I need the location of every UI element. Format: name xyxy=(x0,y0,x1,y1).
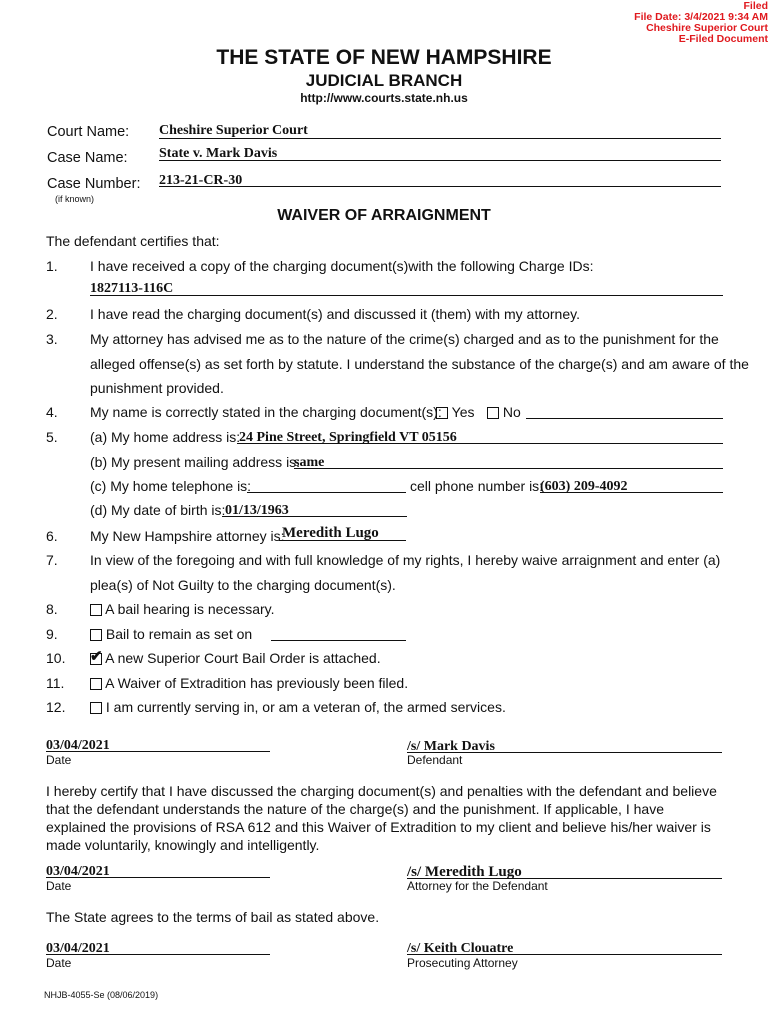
item-text: I have read the charging document(s) and discussed it (them) with my attorney. xyxy=(90,306,580,322)
mailing-address-field[interactable] xyxy=(294,453,723,469)
extradition-checkbox[interactable] xyxy=(90,678,102,690)
item-number: 5. xyxy=(46,429,58,445)
stamp-filed: Filed xyxy=(743,0,768,12)
yes-checkbox[interactable] xyxy=(436,407,448,419)
no-option[interactable] xyxy=(487,404,521,420)
item-text: A new Superior Court Bail Order is attached. xyxy=(105,650,381,666)
date-label: Date xyxy=(46,879,72,893)
item-number: 2. xyxy=(46,306,58,322)
prosecutor-date-field[interactable] xyxy=(46,939,270,955)
item-number: 6. xyxy=(46,528,58,544)
state-agrees-text: The State agrees to the terms of bail as stated above. xyxy=(46,909,380,925)
stamp-court: Cheshire Superior Court xyxy=(646,22,768,34)
item-number: 8. xyxy=(46,601,58,617)
name-correction-field[interactable] xyxy=(526,404,723,419)
item-number: 10. xyxy=(46,650,66,666)
page-title: THE STATE OF NEW HAMPSHIRE xyxy=(216,46,552,69)
defendant-signature-field[interactable] xyxy=(407,737,722,753)
item-text: (d) My date of birth is: xyxy=(90,502,226,518)
charge-ids-value: 1827113-116C xyxy=(90,281,174,296)
item-text: My name is correctly stated in the charging document(s): xyxy=(90,404,442,420)
attorney-signature-field[interactable] xyxy=(407,863,722,879)
extradition-option[interactable] xyxy=(90,675,408,691)
dob-value: 01/13/1963 xyxy=(225,503,289,518)
item-text: (a) My home address is: xyxy=(90,429,241,445)
item-text: plea(s) of Not Guilty to the charging document(s). xyxy=(90,577,396,593)
item-text: I have received a copy of the charging document(s)with the following Charge IDs: xyxy=(90,258,594,274)
bail-hearing-option[interactable] xyxy=(90,601,275,617)
case-number-field[interactable] xyxy=(159,171,721,187)
item-number: 7. xyxy=(46,552,58,568)
bail-remain-checkbox[interactable] xyxy=(90,629,102,641)
bail-date-field[interactable] xyxy=(271,626,406,641)
court-name-field[interactable] xyxy=(159,121,721,139)
home-phone-field[interactable] xyxy=(247,477,406,493)
item-text: punishment provided. xyxy=(90,380,224,396)
attorney-signature-value: /s/ Meredith Lugo xyxy=(407,864,522,880)
armed-services-option[interactable] xyxy=(90,699,506,715)
prosecutor-label: Prosecuting Attorney xyxy=(407,956,518,970)
cell-phone-field[interactable] xyxy=(540,477,723,493)
attorney-date-field[interactable] xyxy=(46,862,270,878)
attorney-label: Attorney for the Defendant xyxy=(407,879,548,893)
item-number: 4. xyxy=(46,404,58,420)
defendant-label: Defendant xyxy=(407,753,463,767)
bail-order-checkbox[interactable] xyxy=(90,648,103,665)
case-name-label: Case Name: xyxy=(47,150,128,166)
item-text: (c) My home telephone is: xyxy=(90,478,252,494)
defendant-date-value: 03/04/2021 xyxy=(46,738,110,753)
filed-stamp xyxy=(634,1,768,45)
attorney-value: Meredith Lugo xyxy=(282,525,379,541)
no-label: No xyxy=(502,404,521,420)
case-name-value: State v. Mark Davis xyxy=(159,146,278,161)
charge-ids-field[interactable] xyxy=(90,279,723,296)
stamp-efiled: E-Filed Document xyxy=(678,33,768,45)
item-text: A bail hearing is necessary. xyxy=(105,601,275,617)
form-title: WAIVER OF ARRAIGNMENT xyxy=(277,207,491,224)
item-number: 9. xyxy=(46,626,58,642)
case-name-field[interactable] xyxy=(159,144,721,161)
attorney-date-value: 03/04/2021 xyxy=(46,864,110,879)
item-number: 12. xyxy=(46,699,66,715)
intro-text: The defendant certifies that: xyxy=(46,233,220,249)
armed-services-checkbox[interactable] xyxy=(90,702,102,714)
if-known-note: (if known) xyxy=(55,194,95,204)
item-text: My attorney has advised me as to the nature of the crime(s) charged and as to the punishment for the xyxy=(90,331,719,347)
bail-remain-option[interactable] xyxy=(90,626,252,642)
bail-hearing-checkbox[interactable] xyxy=(90,604,102,616)
no-checkbox[interactable] xyxy=(487,407,499,419)
court-name-value: Cheshire Superior Court xyxy=(159,123,308,138)
item-number: 11. xyxy=(46,675,65,691)
item-text: Bail to remain as set on xyxy=(105,626,253,642)
defendant-date-field[interactable] xyxy=(46,736,270,752)
attorney-certification: I hereby certify that I have discussed the charging document(s) and penalties with the defendant and believe that the defendant understands the nature of the charge(s) and the punishment. If applicable, I have explained the provisions of RSA 612 and this Waiver of Extradition to my client and believe his/her waiver is made voluntarily, knowingly and intelligently. xyxy=(46,783,717,853)
prosecutor-signature-value: /s/ Keith Clouatre xyxy=(407,941,514,956)
prosecutor-signature-field[interactable] xyxy=(407,939,722,955)
cell-phone-value: (603) 209-4092 xyxy=(540,479,628,494)
home-address-field[interactable] xyxy=(237,428,723,444)
item-number: 1. xyxy=(46,258,58,274)
home-address-value: 24 Pine Street, Springfield VT 05156 xyxy=(239,430,457,445)
case-number-label: Case Number: xyxy=(47,176,141,192)
item-text: alleged offense(s) as set forth by statute. I understand the substance of the charge(s) and am aware of the xyxy=(90,356,749,372)
item-text: (b) My present mailing address is: xyxy=(90,454,301,470)
yes-option[interactable] xyxy=(436,404,474,420)
mailing-address-value: same xyxy=(294,455,325,470)
bail-order-option[interactable] xyxy=(90,650,381,666)
attorney-field[interactable] xyxy=(279,524,406,541)
defendant-signature-value: /s/ Mark Davis xyxy=(407,739,495,754)
prosecutor-date-value: 03/04/2021 xyxy=(46,941,110,956)
form-number: NHJB-4055-Se (08/06/2019) xyxy=(44,990,159,1000)
court-url: http://www.courts.state.nh.us xyxy=(300,91,468,105)
item-text: In view of the foregoing and with full knowledge of my rights, I hereby waive arraignment and enter (a) xyxy=(90,552,721,568)
date-label: Date xyxy=(46,753,72,767)
item-text: I am currently serving in, or am a veteran of, the armed services. xyxy=(105,699,506,715)
court-name-label: Court Name: xyxy=(47,124,130,140)
yes-label: Yes xyxy=(451,404,475,420)
page-subtitle: JUDICIAL BRANCH xyxy=(305,71,463,90)
case-number-value: 213-21-CR-30 xyxy=(159,173,243,188)
date-label: Date xyxy=(46,956,72,970)
checkmark-icon: ✔ xyxy=(90,648,103,665)
item-text: My New Hampshire attorney is: xyxy=(90,528,285,544)
cell-phone-label: cell phone number is: xyxy=(410,478,544,494)
item-text: A Waiver of Extradition has previously been filed. xyxy=(105,675,409,691)
item-number: 3. xyxy=(46,331,58,347)
dob-field[interactable] xyxy=(222,501,407,517)
stamp-file-date: File Date: 3/4/2021 9:34 AM xyxy=(634,11,768,23)
